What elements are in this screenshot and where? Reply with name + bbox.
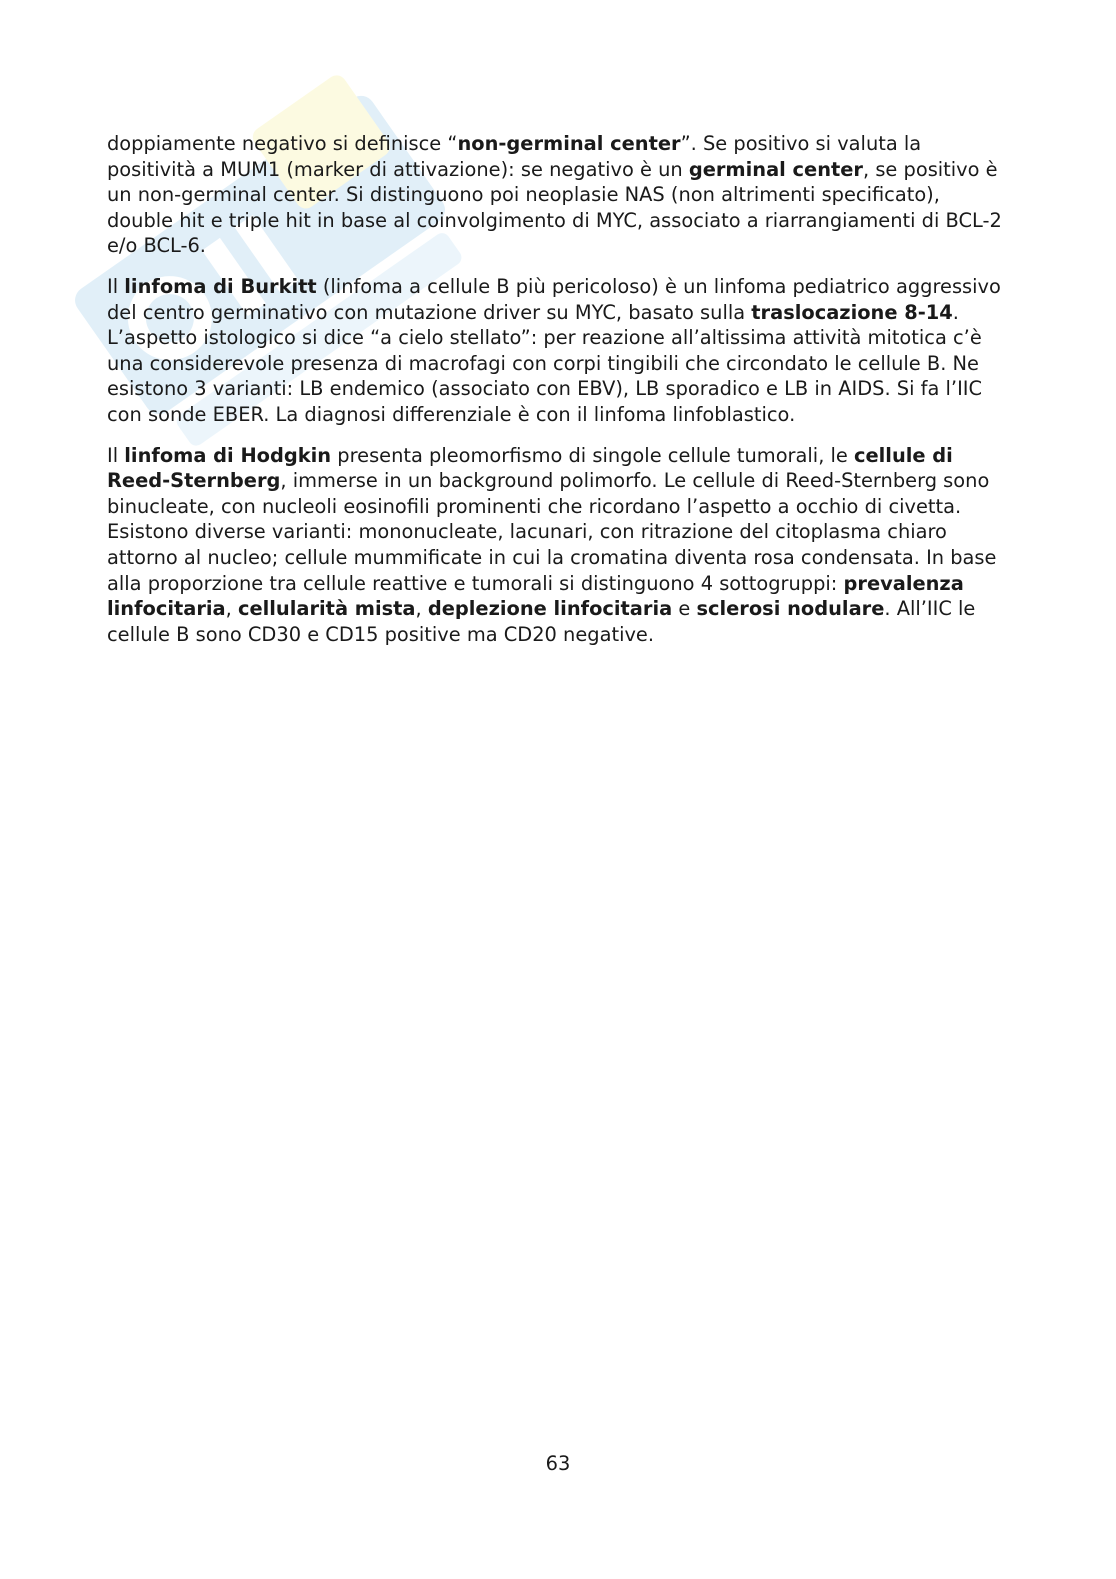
text-run: (linfoma a cellule B più pericoloso) è un linfoma pediatrico aggressivo del centro germinativo con mutazione driver su MYC, basato sulla — [107, 274, 1001, 324]
paragraph — [107, 443, 1012, 648]
bold-term: germinal center — [688, 157, 863, 181]
page-number: 63 — [545, 1452, 571, 1475]
text-run: , se positivo è un non-germinal center. Si distinguono poi neoplasie NAS (non altrimenti specificato), double hit e triple hit in base al coinvolgimento di MYC, associato a riarrangiamenti di BCL-2 e/o BCL-6. — [107, 157, 1002, 258]
text-run: Il — [107, 274, 125, 298]
bold-term: linfoma di Hodgkin — [124, 443, 332, 467]
bold-term: cellularità mista — [237, 597, 416, 621]
bold-term: sclerosi nodulare — [696, 597, 885, 621]
text-run: Il — [107, 443, 125, 467]
bold-term: linfoma di Burkitt — [124, 274, 317, 298]
text-run: , — [225, 597, 238, 621]
text-run: presenta pleomorfismo di singole cellule tumorali, le — [331, 443, 854, 467]
bold-term: prevalenza linfocitaria — [107, 571, 964, 621]
bold-term: non-germinal center — [457, 132, 681, 155]
text-run: doppiamente negativo si definisce “ — [107, 132, 458, 155]
text-run: e — [672, 597, 697, 621]
bold-term: deplezione linfocitaria — [427, 597, 673, 621]
text-run: . L’aspetto istologico si dice “a cielo stellato”: per reazione all’altissima attività mitotica c’è una considerevole presenza di macrofagi con corpi tingibili che circondato le cellule B. Ne esistono 3 varianti: LB endemico (associato con EBV), LB sporadico e LB in AIDS. Si fa l’IIC con sonde EBER. La diagnosi differenziale è con il linfoma linfoblastico. — [107, 300, 983, 426]
document-body — [107, 131, 1012, 662]
bold-term: traslocazione 8-14 — [751, 300, 953, 324]
paragraph — [107, 274, 1012, 428]
text-run: . All’IIC le cellule B sono CD30 e CD15 positive ma CD20 negative. — [107, 597, 976, 646]
text-run: ”. Se positivo si valuta la positività a MUM1 (marker di attivazione): se negativo è un — [107, 132, 922, 181]
bold-term: cellule di Reed-Sternberg — [107, 443, 953, 493]
paragraph — [107, 131, 1012, 259]
text-run: , immerse in un background polimorfo. Le cellule di Reed-Sternberg sono binucleate, con nucleoli eosinofili prominenti che ricordano l’aspetto a occhio di civetta. Esistono diverse varianti: mononucleate, lacunari, con ritrazione del citoplasma chiaro attorno al nucleo; cellule mummificate in cui la cromatina diventa rosa condensata. In base alla proporzione tra cellule reattive e tumorali si distinguono 4 sottogruppi: — [107, 469, 997, 595]
text-run: , — [415, 597, 428, 621]
